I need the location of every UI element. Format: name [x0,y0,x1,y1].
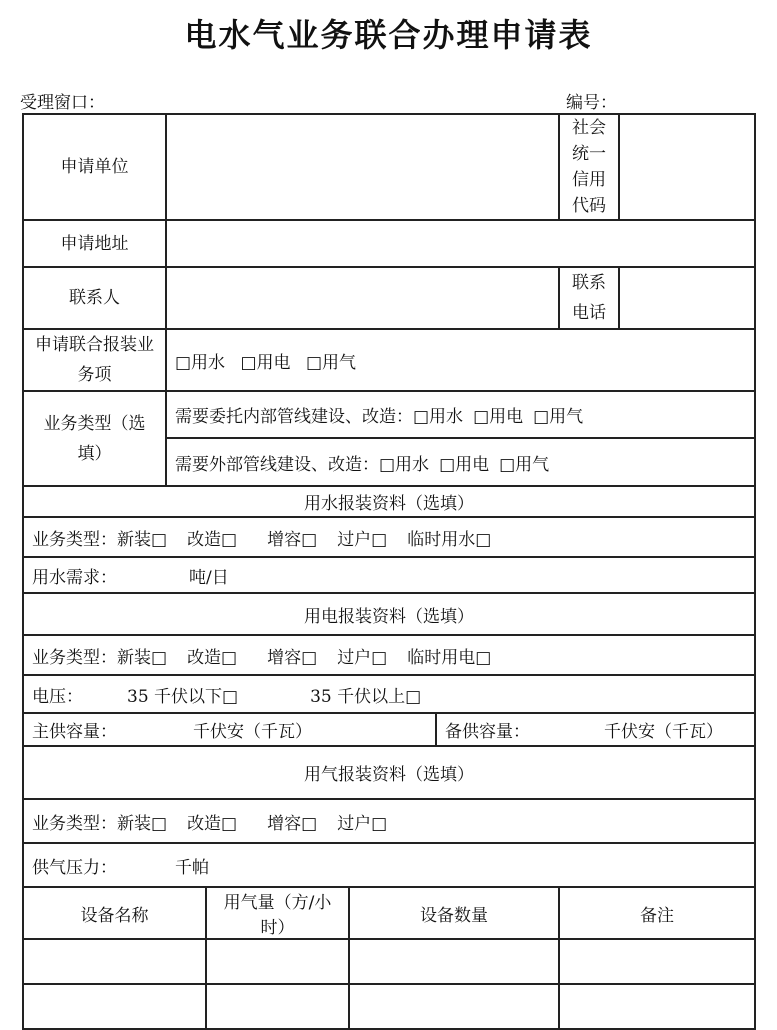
electric-transfer-checkbox[interactable]: 过户□ [337,647,388,668]
external-electric-checkbox[interactable]: □用电 [439,454,490,475]
table-row [23,939,755,984]
main-capacity-unit: 千伏安（千瓦） [193,722,312,742]
electric-type-row [23,635,755,675]
remarks-cell[interactable] [559,939,755,984]
water-type-label: 业务类型： [32,529,117,550]
backup-capacity-unit: 千伏安（千瓦） [604,722,723,742]
application-form [22,113,756,1030]
electric-new-checkbox[interactable]: 新装□ [117,647,168,668]
biz-type-internal [166,391,755,438]
gas-pressure-unit: 千帕 [175,857,209,878]
water-modify-checkbox[interactable]: 改造□ [187,529,238,550]
biz-type-label: 业务类型（选填） [23,391,166,486]
contact-label: 联系人 [23,267,166,329]
gas-section-title: 用气报装资料（选填） [23,746,755,799]
gas-type-row [23,799,755,843]
joint-items-options [166,329,755,391]
applicant-label: 申请单位 [23,114,166,220]
gas-type-label: 业务类型： [32,813,117,834]
gas-usage-cell[interactable] [206,939,349,984]
main-capacity-label: 主供容量： [32,722,117,742]
internal-electric-checkbox[interactable]: □用电 [473,407,524,427]
equipment-name-cell[interactable] [23,984,206,1029]
electric-increase-checkbox[interactable]: 增容□ [267,647,318,668]
joint-water-checkbox[interactable]: □用水 [175,352,226,373]
water-temporary-checkbox[interactable]: 临时用水□ [407,529,492,550]
main-capacity-cell [23,713,436,746]
equipment-count-cell[interactable] [349,939,559,984]
gas-increase-checkbox[interactable]: 增容□ [267,813,318,834]
credit-code-label [559,114,619,220]
voltage-row [23,675,755,713]
address-field[interactable] [166,220,755,267]
electric-temporary-checkbox[interactable]: 临时用电□ [407,647,492,668]
phone-label: 联系电话 [559,267,619,329]
electric-modify-checkbox[interactable]: 改造□ [187,647,238,668]
water-section-title: 用水报装资料（选填） [23,486,755,517]
internal-water-checkbox[interactable]: □用水 [413,407,464,427]
contact-field[interactable] [166,267,559,329]
gas-pressure-row [23,843,755,887]
equipment-count-cell[interactable] [349,984,559,1029]
biz-type-external [166,438,755,486]
page-title: 电水气业务联合办理申请表 [184,16,593,54]
joint-items-label: 申请联合报装业务项 [23,329,166,391]
gas-new-checkbox[interactable]: 新装□ [117,813,168,834]
water-demand-label: 用水需求： [32,567,117,588]
electric-type-label: 业务类型： [32,647,117,668]
voltage-high-checkbox[interactable]: 35 千伏以上□ [310,686,422,707]
biz-type-external-prefix: 需要外部管线建设、改造： [175,454,379,475]
equipment-count-header: 设备数量 [349,887,559,939]
gas-usage-cell[interactable] [206,984,349,1029]
address-label: 申请地址 [23,220,166,267]
equipment-name-cell[interactable] [23,939,206,984]
backup-capacity-label: 备供容量： [445,722,530,742]
water-transfer-checkbox[interactable]: 过户□ [337,529,388,550]
water-demand-row [23,557,755,593]
internal-gas-checkbox[interactable]: □用气 [533,407,584,427]
gas-modify-checkbox[interactable]: 改造□ [187,813,238,834]
gas-pressure-label: 供气压力： [32,857,117,878]
phone-field[interactable] [619,267,755,329]
number-label: 编号： [566,93,617,113]
gas-usage-header: 用气量（方/小时） [206,887,349,939]
external-water-checkbox[interactable]: □用水 [379,454,430,475]
applicant-field[interactable] [166,114,559,220]
water-new-checkbox[interactable]: 新装□ [117,529,168,550]
credit-code-text: 社会统一信用代码 [572,118,607,216]
gas-transfer-checkbox[interactable]: 过户□ [337,813,388,834]
table-row [23,984,755,1029]
credit-code-field[interactable] [619,114,755,220]
window-label: 受理窗口： [20,93,105,113]
voltage-label: 电压： [32,686,83,707]
joint-gas-checkbox[interactable]: □用气 [305,352,356,373]
electric-section-title: 用电报装资料（选填） [23,593,755,635]
water-demand-unit: 吨/日 [189,567,229,588]
remarks-cell[interactable] [559,984,755,1029]
biz-type-internal-prefix: 需要委托内部管线建设、改造： [175,407,413,427]
voltage-low-checkbox[interactable]: 35 千伏以下□ [127,686,239,707]
remarks-header: 备注 [559,887,755,939]
water-increase-checkbox[interactable]: 增容□ [267,529,318,550]
equipment-name-header: 设备名称 [23,887,206,939]
backup-capacity-cell [436,713,755,746]
external-gas-checkbox[interactable]: □用气 [499,454,550,475]
water-type-row [23,517,755,557]
joint-electric-checkbox[interactable]: □用电 [240,352,291,373]
